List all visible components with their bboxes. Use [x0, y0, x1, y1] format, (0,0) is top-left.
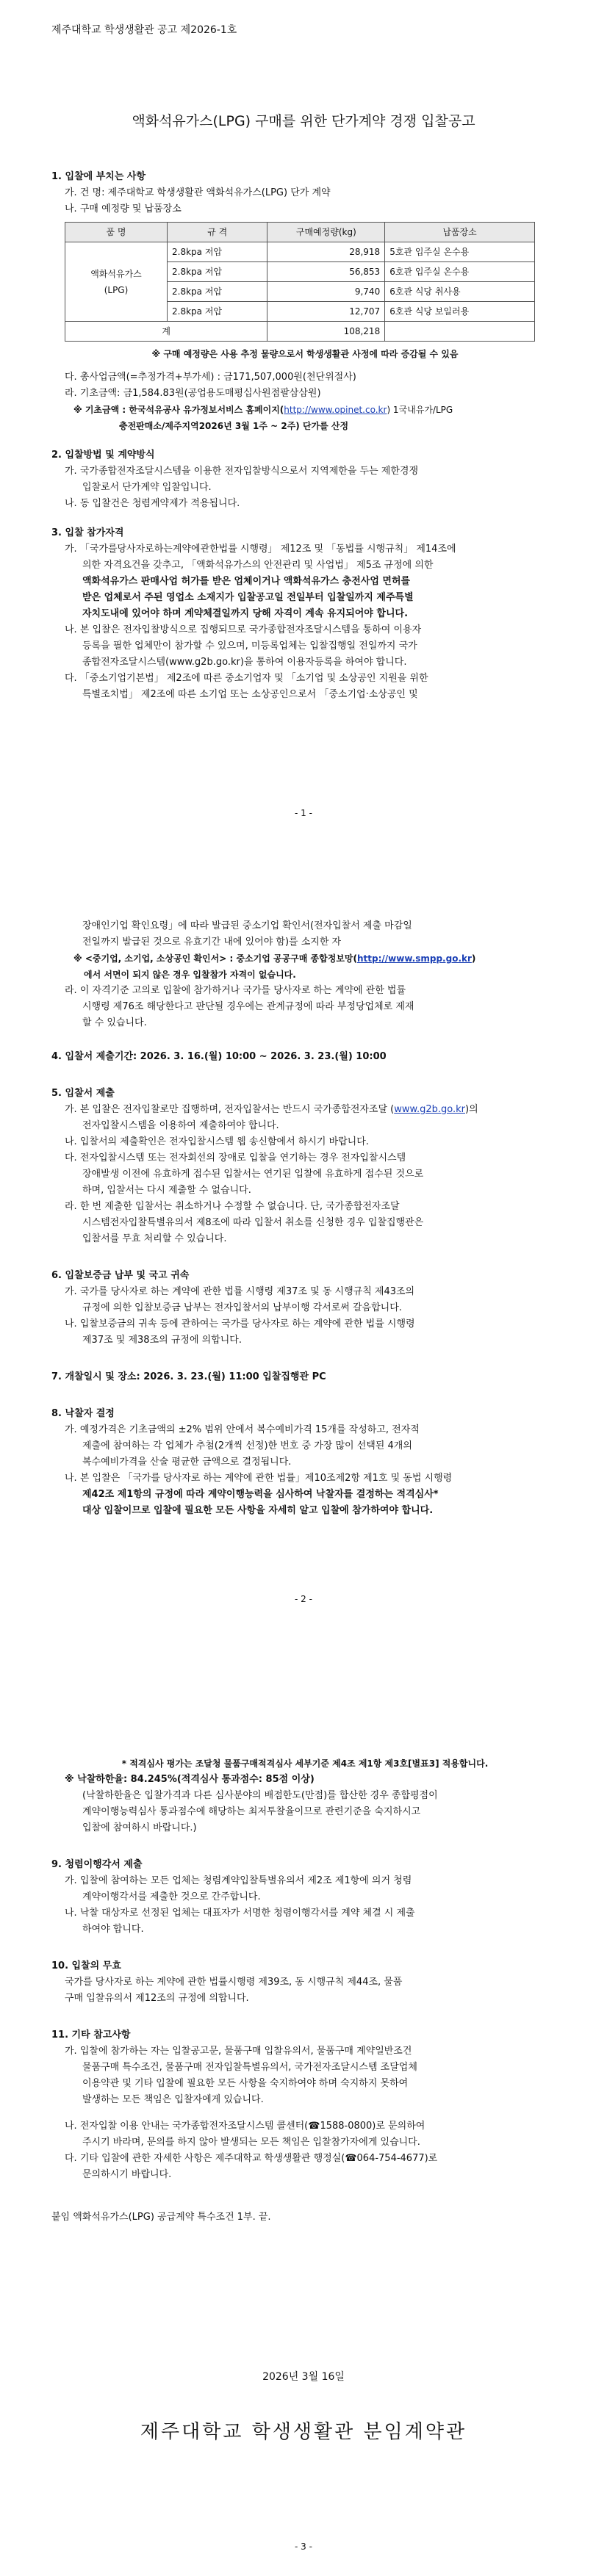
spec-cell: 2.8kpa 저압: [168, 282, 267, 302]
document-title: 액화석유가스(LPG) 구매를 위한 단가계약 경쟁 입찰공고: [132, 113, 475, 129]
col-header: 품 명: [65, 223, 168, 242]
page-number: - 1 -: [295, 808, 312, 818]
page-3: [0, 1719, 607, 2576]
sme-note-text: ※ <중기업, 소기업, 소상공인 확인서> : 중소기업 공공구매 종합정보망(: [73, 953, 357, 964]
sec1-item-c: 다. 총사업금액(=추정가격+부가세) : 금171,507,000원(천단위절사): [65, 372, 356, 383]
smpp-link[interactable]: http://www.smpp.go.kr: [357, 953, 472, 964]
col-header: 납품장소: [385, 223, 535, 242]
section-10-heading: 10. 입찰의 무효: [51, 1960, 121, 1971]
sec3-line: 다. 「중소기업기본법」 제2조에 따른 중소기업자 및 「소기업 및 소상공인 지원을 위한: [65, 673, 428, 684]
col-header: 구매예정량(kg): [267, 223, 385, 242]
rate-line: ※ 낙찰하한율: 84.245%(적격심사 통과점수: 85점 이상): [65, 1774, 315, 1785]
table-row: [65, 242, 535, 262]
section-2-heading: 2. 입찰방법 및 계약방식: [51, 450, 155, 461]
qty-cell: 56,853: [267, 262, 385, 282]
sec5-line: 라. 한 번 제출한 입찰서는 취소하거나 수정할 수 없습니다. 단, 국가종합전자조달: [65, 1201, 400, 1212]
table-note: ※ 구매 예정량은 사용 추정 물량으로서 학생생활관 사정에 따라 증감될 수 있음: [151, 349, 459, 359]
sec5-line: 하며, 입찰서는 다시 제출할 수 없습니다.: [82, 1185, 251, 1196]
sec5-line: 시스템전자입찰특별유의서 제8조에 따라 입찰서 취소를 신청한 경우 입찰집행관은: [82, 1217, 424, 1228]
base-price-note: [51, 402, 558, 418]
sec9-line: 계약이행각서를 제출한 것으로 간주합니다.: [82, 1891, 261, 1902]
sec11-line: 나. 전자입찰 이용 안내는 국가종합전자조달시스템 콜센터(☎1588-0800)로 문의하여: [65, 2121, 425, 2132]
qty-cell: 9,740: [267, 282, 385, 302]
sec6-line: 규정에 의한 입찰보증금 납부는 전자입찰서의 납부이행 각서로써 갈음합니다.: [82, 1302, 402, 1313]
sec9-line: 나. 낙찰 대상자로 선정된 업체는 대표자가 서명한 청렴이행각서를 계약 체결 시 제출: [65, 1908, 415, 1919]
attachment-line: 붙임 액화석유가스(LPG) 공급계약 특수조건 1부. 끝.: [51, 2212, 271, 2223]
sec3-line: 가. 「국가를당사자로하는계약에관한법률 시행령」 제12조 및 「동법률 시행규칙」 제14조에: [65, 544, 456, 555]
sec10-line: 국가를 당사자로 하는 계약에 관한 법률시행령 제39조, 동 시행규칙 제44조, 물품: [65, 1977, 403, 1988]
sec11-line: 이용약관 및 기타 입찰에 필요한 모든 사항을 숙지하여야 하며 숙지하지 못하여: [82, 2078, 409, 2089]
issue-date: 2026년 3월 16일: [262, 2371, 345, 2383]
sec8-line: 제출에 참여하는 각 업체가 추첨(2개씩 선정)한 번호 중 가장 많이 선택된 4개의: [82, 1440, 412, 1451]
section-7-heading: 7. 개찰일시 및 장소: 2026. 3. 23.(월) 11:00 입찰집행관 PC: [51, 1371, 326, 1382]
base-note-line: 충전판매소/제주지역2026년 3월 1주 ~ 2주) 단가를 산정: [119, 421, 349, 431]
sec5-line: 입찰서를 무효 처리할 수 있습니다.: [82, 1233, 227, 1244]
sme-note-text: ): [471, 953, 476, 964]
sec1-item-a: 가. 건 명: 제주대학교 학생생활관 액화석유가스(LPG) 단가 계약: [65, 187, 331, 198]
sec11-line: 주시기 바라며, 문의를 하지 않아 발생되는 모든 책임은 입찰참가자에게 있습니다.: [82, 2137, 420, 2148]
notice-number: 제주대학교 학생생활관 공고 제2026-1호: [51, 24, 237, 36]
sec3-line: 종합전자조달시스템(www.g2b.go.kr)을 통하여 이용자등록을 하여야 합니다.: [82, 657, 407, 668]
rate-detail: (낙찰하한율은 입찰가격과 다른 심사분야의 배점한도(만점)를 합산한 경우 종합평점이: [82, 1790, 438, 1801]
section-4-heading: 4. 입찰서 제출기간: 2026. 3. 16.(월) 10:00 ~ 2026. 3. 23.(월) 10:00: [51, 1051, 387, 1062]
qty-cell: 12,707: [267, 302, 385, 322]
sec3-line: 나. 본 입찰은 전자입찰방식으로 집행되므로 국가종합전자조달시스템을 통하여 이용자: [65, 624, 422, 635]
sec3-line: 라. 이 자격기준 고의로 입찰에 참가하거나 국가를 당사자로 하는 계약에 관한 법률: [65, 985, 406, 996]
table-header-row: [65, 223, 535, 242]
sec3-line: 특별조치법」 제2조에 따른 소기업 또는 소상공인으로서 「중소기업·소상공인 및: [82, 689, 418, 700]
sec5-line: 다. 전자입찰시스템 또는 전자회선의 장애로 입찰을 연기하는 경우 전자입찰시스템: [65, 1152, 406, 1163]
place-cell: 5호관 입주실 온수용: [385, 242, 535, 262]
sec11-line: 발생하는 모든 책임은 입찰자에게 있습니다.: [82, 2094, 264, 2105]
total-label: 계: [65, 322, 267, 342]
spec-cell: 2.8kpa 저압: [168, 242, 267, 262]
sec11-line: 가. 입찰에 참가하는 자는 입찰공고문, 물품구매 입찰유의서, 물품구매 계약일반조건: [65, 2046, 412, 2057]
sec6-line: 가. 국가를 당사자로 하는 계약에 관한 법률 시행령 제37조 및 동 시행규칙 제43조의: [65, 1286, 415, 1297]
issuer-name: 제주대학교 학생생활관 분임계약관: [140, 2421, 467, 2443]
sec8-line: 나. 본 입찰은 「국가를 당사자로 하는 계약에 관한 법률」제10조제2항 제1호 및 동법 시행령: [65, 1473, 453, 1484]
place-cell: 6호관 입주실 온수용: [385, 262, 535, 282]
section-8-heading: 8. 낙찰자 결정: [51, 1408, 115, 1419]
sec11-line: 물품구매 특수조건, 물품구매 전자입찰특별유의서, 국가전자조달시스템 조달업체: [82, 2062, 417, 2073]
page-1: [0, 0, 607, 837]
sec2-line: 나. 동 입찰건은 청렴계약제가 적용됩니다.: [65, 498, 240, 509]
base-note-text: ) 1국내유가/LPG: [387, 405, 453, 415]
spec-cell: 2.8kpa 저압: [168, 262, 267, 282]
sec3-line: 액화석유가스 판매사업 허가를 받은 업체이거나 액화석유가스 충전사업 면허를: [82, 576, 411, 587]
page-number: - 3 -: [295, 2541, 312, 2552]
sec3-line: 등록을 필한 업체만이 참가할 수 있으며, 미등록업체는 입찰집행일 전일까지 국가: [82, 641, 417, 652]
item-name-line: (LPG): [104, 284, 129, 295]
page1-content: [51, 156, 558, 703]
sec3-line: 시행령 제76조 해당한다고 판단될 경우에는 관계규정에 따라 부정당업체로 제재: [82, 1001, 414, 1012]
sec11-line: 다. 기타 입찰에 관한 자세한 사항은 제주대학교 학생생활관 행정실(☎064-754-4677)로: [65, 2153, 438, 2164]
section-9-heading: 9. 청렴이행각서 제출: [51, 1859, 143, 1870]
sec5-line: 전자입찰시스템을 이용하여 제출하여야 합니다.: [82, 1120, 279, 1131]
place-cell: 6호관 식당 보일러용: [385, 302, 535, 322]
item-name-line: 액화석유가스: [90, 268, 142, 279]
sec8-line: 복수예비가격을 산술 평균한 금액으로 결정됩니다.: [82, 1457, 292, 1468]
sec3-cont-line: 전일까지 발급된 것으로 유효기간 내에 있어야 함)를 소지한 자: [82, 937, 342, 948]
sec5-line: 장애발생 이전에 유효하게 접수된 입찰서는 연기된 입찰에 유효하게 접수된 것으로: [82, 1169, 424, 1180]
item-name-cell: [65, 242, 168, 322]
spec-cell: 2.8kpa 저압: [168, 302, 267, 322]
sec3-line: 할 수 있습니다.: [82, 1017, 147, 1028]
sme-note-line: 에서 서면이 되지 않은 경우 입찰참가 자격이 없습니다.: [84, 970, 296, 980]
sec3-line: 받은 업체로서 주된 영업소 소재지가 입찰공고일 전일부터 입찰일까지 제주특별: [82, 592, 414, 603]
section-3-heading: 3. 입찰 참가자격: [51, 527, 124, 538]
section-5-heading: 5. 입찰서 제출: [51, 1088, 115, 1099]
section-1-heading: 1. 입찰에 부치는 사항: [51, 171, 146, 182]
qty-cell: 28,918: [267, 242, 385, 262]
sec5-line: [51, 1102, 558, 1118]
sec10-line: 구매 입찰유의서 제12조의 규정에 의합니다.: [65, 1993, 249, 2004]
page-2: [0, 852, 607, 1711]
sec8-line: 가. 예정가격은 기초금액의 ±2% 범위 안에서 복수예비가격 15개를 작성하고, 전자적: [65, 1424, 420, 1435]
table-total-row: [65, 322, 535, 342]
opinet-link[interactable]: http://www.opinet.co.kr: [284, 405, 387, 415]
page-number: - 2 -: [295, 1594, 312, 1604]
page2-content: [51, 918, 558, 1519]
total-qty: 108,218: [267, 322, 385, 342]
g2b-link[interactable]: www.g2b.go.kr: [394, 1104, 465, 1115]
rate-detail: 계약이행능력심사 통과점수에 해당하는 최저투찰율이므로 관련기준을 숙지하시고: [82, 1806, 421, 1817]
sec5-text: 가. 본 입찰은 전자입찰로만 집행하며, 전자입찰서는 반드시 국가종합전자조달 (: [65, 1104, 395, 1115]
sec1-item-d: 라. 기초금액: 금1,584.83원(공업용도매평십사원점팔삼삼원): [65, 388, 321, 399]
sec3-line: 자치도내에 있어야 하며 계약체결일까지 당해 자격이 계속 유지되어야 합니다.: [82, 608, 409, 619]
sec3-cont-line: 장애인기업 확인요령」에 따라 발급된 중소기업 확인서(전자입찰서 제출 마감일: [82, 920, 412, 931]
sec8-line: 대상 입찰이므로 입찰에 필요한 모든 사항을 자세히 알고 입찰에 참가하여야 합니다.: [82, 1505, 434, 1516]
sec9-line: 하여야 합니다.: [82, 1924, 144, 1935]
sec2-line: 가. 국가종합전자조달시스템을 이용한 전자입찰방식으로서 지역제한을 두는 제한경쟁: [65, 466, 419, 477]
sec1-item-b: 나. 구매 예정량 및 납품장소: [65, 203, 182, 214]
sme-note: [51, 950, 558, 967]
section-6-heading: 6. 입찰보증금 납부 및 국고 귀속: [51, 1270, 190, 1281]
col-header: 규 격: [168, 223, 267, 242]
base-note-text: ※ 기초금액 : 한국석유공사 유가정보서비스 홈페이지(: [73, 405, 284, 415]
section-11-heading: 11. 기타 참고사항: [51, 2030, 131, 2041]
sec5-line: 나. 입찰서의 제출확인은 전자입찰시스템 웹 송신함에서 하시기 바랍니다.: [65, 1136, 369, 1147]
sec8-line: 제42조 제1항의 규정에 따라 계약이행능력을 심사하여 낙찰자를 결정하는 적격심사*: [82, 1489, 439, 1500]
sec9-line: 가. 입찰에 참여하는 모든 업체는 청렴계약입찰특별유의서 제2조 제1항에 의거 청렴: [65, 1875, 412, 1886]
sec6-line: 제37조 및 제38조의 규정에 의합니다.: [82, 1335, 242, 1346]
sec6-line: 나. 입찰보증금의 귀속 등에 관하여는 국가를 당사자로 하는 계약에 관한 법률 시행령: [65, 1318, 415, 1330]
rate-detail: 입찰에 참여하시 바랍니다.): [82, 1822, 197, 1833]
place-cell: 6호관 식당 취사용: [385, 282, 535, 302]
sec5-text: )의: [465, 1104, 478, 1115]
eval-note: * 적격심사 평가는 조달청 물품구매적격심사 세부기준 제4조 제1항 제3호[별표3] 적용합니다.: [121, 1758, 489, 1769]
sec11-line: 문의하시기 바랍니다.: [82, 2169, 172, 2180]
total-empty: [385, 322, 535, 342]
page3-content: [51, 1756, 558, 2226]
sec2-line: 입찰로서 단가계약 입찰입니다.: [82, 482, 212, 493]
sec3-line: 의한 자격요건을 갖추고, 「액화석유가스의 안전관리 및 사업법」 제5조 규정에 의한: [82, 560, 434, 571]
purchase-table: [65, 222, 535, 342]
